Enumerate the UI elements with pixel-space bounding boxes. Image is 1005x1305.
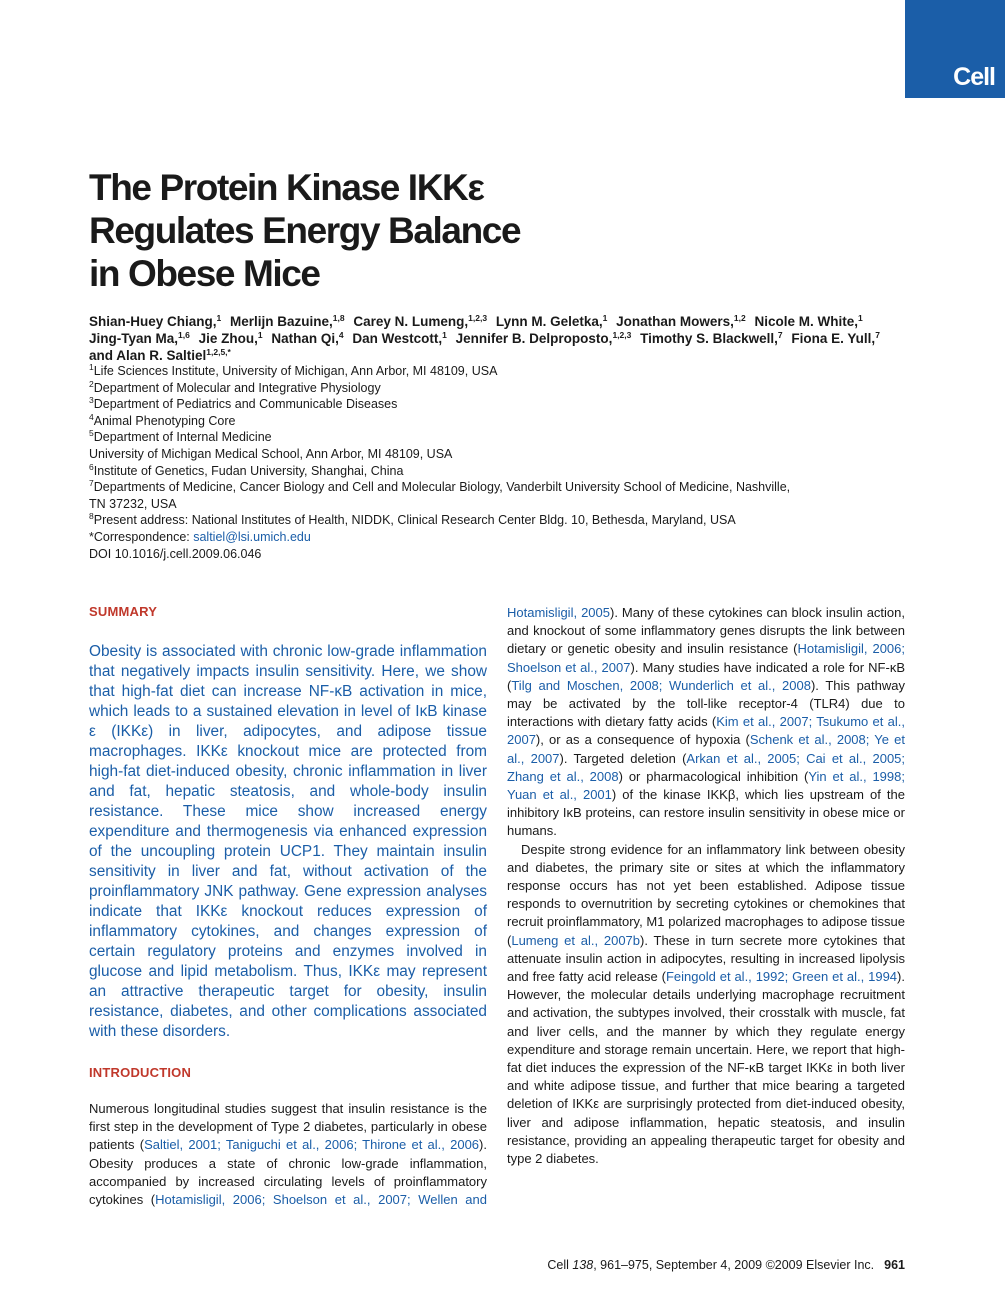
intro-text-run: ), or as a consequence of hypoxia (: [535, 732, 750, 748]
author-list: [89, 313, 909, 364]
citation-link[interactable]: Hotamisligil, 2006; Shoelson et al., 2007; Wellen and: [155, 1192, 487, 1208]
author: Merlijn Bazuine,$^{1,8}$: [230, 313, 345, 329]
introduction-left: [89, 1100, 487, 1209]
author: Jie Zhou,$^1$: [198, 330, 263, 346]
affiliations: [89, 363, 889, 562]
intro-text-run: ) or pharmacological inhibition (: [618, 768, 809, 784]
affiliation: $^4$Animal Phenotyping Core: [89, 411, 236, 428]
affiliation: $^2$Department of Molecular and Integrative Physiology: [89, 378, 381, 395]
intro-text-run: ). Targeted deletion (: [559, 750, 687, 766]
title-line-2: Regulates Energy Balance: [89, 210, 521, 251]
citation-link[interactable]: Hotamisligil, 2005: [507, 605, 610, 620]
right-column: [507, 604, 905, 1168]
page-footer: [547, 1258, 905, 1272]
intro-text-run: ). However, the molecular details underlying macrophage recruitment and activation, the subtypes involved, their crosstalk with muscle, fat and liver cells, and the manner by which they regulate energy expenditure and storage remain uncertain. Here, we report that high-fat diet induces the expression of the NF-κB target IKKε in both liver and white adipose tissue, and further that mice bearing a targeted deletion of IKKε are surprisingly protected from diet-induced obesity, liver and adipose inflammation, hepatic steatosis, and insulin resistance, providing an appealing therapeutic target for obesity and type 2 diabetes.: [507, 969, 905, 1167]
citation-link[interactable]: Kim et al., 2007; Tsukumo et al., 2007: [507, 714, 905, 748]
intro-text-run: Despite strong evidence for an inflammatory link between obesity and diabetes, the primary site or sites at which the inflammatory response occurs has not yet been established. Adipose tissue responds to overnutrition by secreting cytokines or chemokines that recruit proinflammatory, M1 polarized macrophages to adipose tissue (: [507, 841, 905, 948]
page-number: 961: [884, 1258, 905, 1272]
footer-volume: 138: [572, 1258, 594, 1272]
citation-link[interactable]: Tilg and Moschen, 2008; Wunderlich et al., 2008: [511, 677, 811, 693]
affiliation: $^8$Present address: National Institutes of Health, NIDDK, Clinical Research Center Bldg. 10, Bethesda, Maryland, USA: [89, 511, 736, 528]
title-line-1: The Protein Kinase IKKε: [89, 167, 484, 208]
footer-pages: , 961–975, September 4, 2009 ©2009 Elsevier Inc.: [593, 1258, 875, 1272]
author: Shian-Huey Chiang,$^1$: [89, 313, 222, 329]
author-line-2: [89, 330, 909, 347]
citation-link[interactable]: Yin et al., 1998; Yuan et al., 2001: [507, 768, 905, 803]
intro-text-run: ). This pathway may be activated by the toll-like receptor-4 (TLR4) due to interactions with dietary fatty acids (: [507, 677, 905, 730]
intro-text-run: ). Many of these cytokines can block insulin action, and knockout of some inflammatory genes disrupts the link between dietary or genetic obesity and insulin resistance (: [507, 605, 905, 657]
author: Nathan Qi,$^4$: [271, 330, 344, 346]
affiliation: $^6$Institute of Genetics, Fudan University, Shanghai, China: [89, 461, 404, 478]
intro-paragraph-1-end: [507, 604, 905, 841]
author: Carey N. Lumeng,$^{1,2,3}$: [353, 313, 488, 329]
author: Jennifer B. Delproposto,$^{1,2,3}$: [455, 330, 632, 346]
author: Fiona E. Yull,$^7$: [791, 330, 880, 346]
citation-link[interactable]: Schenk et al., 2008; Ye et al., 2007: [507, 732, 905, 766]
footer-journal: Cell: [547, 1258, 573, 1272]
affiliation: $^3$Department of Pediatrics and Communicable Diseases: [89, 395, 398, 412]
author: Jonathan Mowers,$^{1,2}$: [616, 313, 746, 329]
affiliation: $^1$Life Sciences Institute, University of Michigan, Ann Arbor, MI 48109, USA: [89, 362, 498, 378]
citation-link[interactable]: Feingold et al., 1992; Green et al., 1994: [665, 969, 898, 985]
author-line-3: [89, 347, 909, 364]
intro-text-run: ) of the kinase IKKβ, which lies upstream of the inhibitory IκB proteins, can restore insulin sensitivity in obese mice or humans.: [507, 787, 905, 839]
author: Jing-Tyan Ma,$^{1,6}$: [89, 330, 190, 346]
correspondence-email[interactable]: saltiel@lsi.umich.edu: [193, 529, 311, 544]
intro-text-run: ). Many studies have indicated a role for NF-κB (: [507, 659, 905, 693]
citation-link[interactable]: Hotamisligil, 2006; Shoelson et al., 2007: [507, 641, 906, 675]
left-column: [89, 604, 487, 1209]
affiliation: $^5$Department of Internal Medicine: [89, 428, 272, 445]
affiliation: TN 37232, USA: [89, 496, 177, 511]
author: Timothy S. Blackwell,$^7$: [640, 330, 783, 346]
intro-text-run: ). Obesity produces a state of chronic low-grade inflammation, accompanied by increased circulating levels of proinflammatory cytokines (: [89, 1137, 487, 1208]
title-line-3: in Obese Mice: [89, 253, 320, 294]
summary-text: Obesity is associated with chronic low-grade inflammation that negatively impacts insulin sensitivity. Here, we show that high-fat diet can increase NF-κB activation in mice, which leads to a sustained elevation in level of IκB kinase ε (IKKε) in liver, adipocytes, and adipose tissue macrophages. IKKε knockout mice are protected from high-fat diet-induced obesity, chronic inflammation in liver and fat, hepatic steatosis, and whole-body insulin resistance. These mice show increased energy expenditure and thermogenesis via enhanced expression of the uncoupling protein UCP1. They maintain insulin sensitivity in liver and fat, without activation of the proinflammatory JNK pathway. Gene expression analyses indicate that IKKε knockout reduces expression of inflammatory cytokines, and changes expression of certain regulatory proteins and enzymes involved in glucose and lipid metabolism. Thus, IKKε may represent an attractive therapeutic target for obesity, insulin resistance, diabetes, and other complications associated with these disorders.: [89, 643, 487, 1040]
intro-paragraph-1-start: [89, 1100, 487, 1209]
intro-paragraph-2: [507, 841, 905, 1169]
summary-heading: SUMMARY: [89, 604, 158, 619]
introduction-heading: INTRODUCTION: [89, 1065, 192, 1080]
citation-link[interactable]: Saltiel, 2001; Taniguchi et al., 2006; Thirone et al., 2006: [144, 1137, 480, 1153]
author: Lynn M. Geletka,$^1$: [495, 313, 608, 329]
citation-link[interactable]: Arkan et al., 2005; Cai et al., 2005; Zhang et al., 2008: [507, 750, 906, 784]
article-title: [89, 166, 709, 295]
affiliation: University of Michigan Medical School, Ann Arbor, MI 48109, USA: [89, 446, 453, 461]
author-line-1: [89, 313, 909, 330]
journal-logo: Cell: [905, 0, 1005, 98]
intro-text-run: Numerous longitudinal studies suggest that insulin resistance is the first step in the development of Type 2 diabetes, particularly in obese patients (: [89, 1101, 487, 1153]
author: Dan Westcott,$^1$: [352, 330, 447, 346]
author: Nicole M. White,$^1$: [754, 313, 863, 329]
correspondence: *Correspondence: saltiel@lsi.umich.edu: [89, 529, 311, 544]
doi: DOI 10.1016/j.cell.2009.06.046: [89, 546, 262, 561]
affiliation: $^7$Departments of Medicine, Cancer Biology and Cell and Molecular Biology, Vanderbilt University School of Medicine, Nashville,: [89, 478, 791, 495]
intro-text-run: ). These in turn secrete more cytokines that attenuate insulin action in adipocytes, resulting in increased lipolysis and free fatty acid release (: [507, 932, 905, 985]
author: and Alan R. Saltiel$^{1,2,5,*}$: [89, 347, 231, 363]
citation-link[interactable]: Lumeng et al., 2007b: [511, 932, 641, 948]
